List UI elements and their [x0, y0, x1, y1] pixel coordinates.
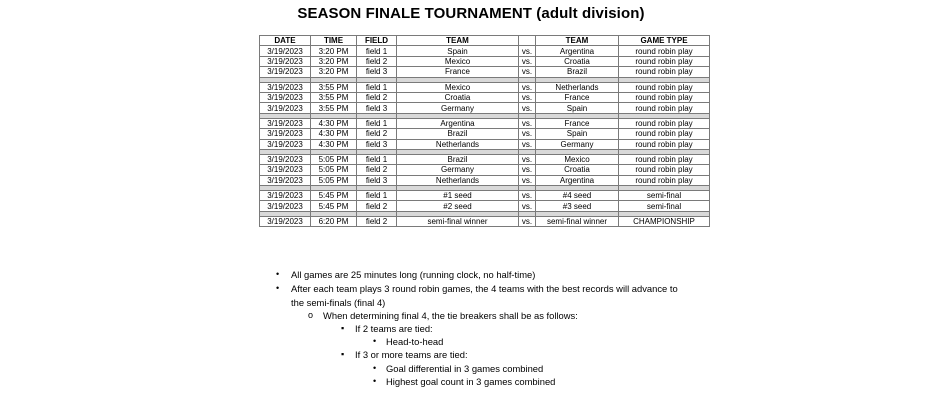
table-row [260, 201, 710, 211]
team-away-cell: Spain [536, 103, 619, 113]
date-cell: 3/19/2023 [260, 103, 311, 113]
table-row [260, 191, 710, 201]
time-cell: 5:05 PM [311, 165, 357, 175]
team-away-cell: semi-final winner [536, 216, 619, 226]
team-home-cell: Mexico [397, 56, 519, 66]
time-cell: 5:45 PM [311, 191, 357, 201]
header-team-away: TEAM [536, 36, 619, 46]
time-cell: 3:20 PM [311, 46, 357, 56]
date-cell: 3/19/2023 [260, 129, 311, 139]
field-cell: field 2 [357, 56, 397, 66]
team-home-cell: Germany [397, 103, 519, 113]
header-game-type: GAME TYPE [619, 36, 710, 46]
team-home-cell: Spain [397, 46, 519, 56]
table-row [260, 216, 710, 226]
table-row [260, 154, 710, 164]
date-cell: 3/19/2023 [260, 216, 311, 226]
time-cell: 3:55 PM [311, 103, 357, 113]
date-cell: 3/19/2023 [260, 139, 311, 149]
vs-cell: vs. [519, 82, 536, 92]
team-away-cell: Netherlands [536, 82, 619, 92]
time-cell: 4:30 PM [311, 129, 357, 139]
date-cell: 3/19/2023 [260, 56, 311, 66]
note-goal-count: Highest goal count in 3 games combined [386, 376, 556, 387]
team-away-cell: Spain [536, 129, 619, 139]
game-type-cell: CHAMPIONSHIP [619, 216, 710, 226]
team-home-cell: semi-final winner [397, 216, 519, 226]
field-cell: field 2 [357, 216, 397, 226]
game-type-cell: round robin play [619, 129, 710, 139]
table-row [260, 92, 710, 102]
game-type-cell: round robin play [619, 92, 710, 102]
time-cell: 5:45 PM [311, 201, 357, 211]
team-away-cell: Argentina [536, 46, 619, 56]
team-home-cell: Brazil [397, 154, 519, 164]
note-head-to-head: Head-to-head [386, 336, 444, 347]
note-goal-differential: Goal differential in 3 games combined [386, 363, 544, 374]
date-cell: 3/19/2023 [260, 118, 311, 128]
vs-cell: vs. [519, 216, 536, 226]
game-type-cell: round robin play [619, 56, 710, 66]
field-cell: field 1 [357, 191, 397, 201]
header-date: DATE [260, 36, 311, 46]
vs-cell: vs. [519, 92, 536, 102]
field-cell: field 2 [357, 165, 397, 175]
table-row [260, 139, 710, 149]
header-team-home: TEAM [397, 36, 519, 46]
bullet-dot: • [373, 336, 377, 346]
field-cell: field 2 [357, 201, 397, 211]
vs-cell: vs. [519, 129, 536, 139]
date-cell: 3/19/2023 [260, 165, 311, 175]
table-row [260, 82, 710, 92]
team-home-cell: France [397, 67, 519, 77]
date-cell: 3/19/2023 [260, 67, 311, 77]
game-type-cell: semi-final [619, 201, 710, 211]
field-cell: field 1 [357, 154, 397, 164]
note-advance-line2: the semi-finals (final 4) [291, 297, 386, 308]
bullet-dot: • [373, 363, 377, 373]
vs-cell: vs. [519, 191, 536, 201]
date-cell: 3/19/2023 [260, 175, 311, 185]
team-home-cell: Netherlands [397, 175, 519, 185]
time-cell: 3:55 PM [311, 92, 357, 102]
time-cell: 3:20 PM [311, 67, 357, 77]
bullet-dot: • [276, 283, 280, 293]
page-title: SEASON FINALE TOURNAMENT (adult division) [297, 5, 645, 22]
game-type-cell: round robin play [619, 103, 710, 113]
team-away-cell: Brazil [536, 67, 619, 77]
vs-cell: vs. [519, 175, 536, 185]
schedule-table [259, 35, 710, 227]
team-home-cell: Brazil [397, 129, 519, 139]
header-time: TIME [311, 36, 357, 46]
field-cell: field 1 [357, 82, 397, 92]
field-cell: field 2 [357, 129, 397, 139]
game-type-cell: semi-final [619, 191, 710, 201]
header-field: FIELD [357, 36, 397, 46]
team-home-cell: Mexico [397, 82, 519, 92]
table-row [260, 67, 710, 77]
game-type-cell: round robin play [619, 139, 710, 149]
bullet-square: ▪ [341, 323, 345, 333]
note-game-length: All games are 25 minutes long (running clock, no half-time) [291, 269, 536, 280]
vs-cell: vs. [519, 56, 536, 66]
date-cell: 3/19/2023 [260, 82, 311, 92]
note-three-tied: If 3 or more teams are tied: [355, 349, 468, 360]
table-row [260, 56, 710, 66]
vs-cell: vs. [519, 118, 536, 128]
time-cell: 3:20 PM [311, 56, 357, 66]
table-row [260, 46, 710, 56]
vs-cell: vs. [519, 165, 536, 175]
note-tiebreak-intro: When determining final 4, the tie breakers shall be as follows: [323, 310, 578, 321]
team-home-cell: Argentina [397, 118, 519, 128]
time-cell: 5:05 PM [311, 175, 357, 185]
table-row [260, 129, 710, 139]
team-away-cell: Germany [536, 139, 619, 149]
note-advance-line1: After each team plays 3 round robin games, the 4 teams with the best records will advance to [291, 283, 678, 294]
game-type-cell: round robin play [619, 118, 710, 128]
header-row [260, 36, 710, 46]
time-cell: 4:30 PM [311, 139, 357, 149]
time-cell: 5:05 PM [311, 154, 357, 164]
game-type-cell: round robin play [619, 46, 710, 56]
game-type-cell: round robin play [619, 67, 710, 77]
team-away-cell: Mexico [536, 154, 619, 164]
team-away-cell: #3 seed [536, 201, 619, 211]
team-away-cell: Croatia [536, 56, 619, 66]
team-away-cell: France [536, 92, 619, 102]
field-cell: field 3 [357, 139, 397, 149]
vs-cell: vs. [519, 67, 536, 77]
note-two-tied: If 2 teams are tied: [355, 323, 433, 334]
vs-cell: vs. [519, 139, 536, 149]
time-cell: 6:20 PM [311, 216, 357, 226]
game-type-cell: round robin play [619, 175, 710, 185]
vs-cell: vs. [519, 46, 536, 56]
field-cell: field 3 [357, 103, 397, 113]
bullet-square: ▪ [341, 349, 345, 359]
team-home-cell: #1 seed [397, 191, 519, 201]
field-cell: field 3 [357, 175, 397, 185]
table-row [260, 103, 710, 113]
game-type-cell: round robin play [619, 154, 710, 164]
field-cell: field 1 [357, 118, 397, 128]
bullet-dot: • [276, 269, 280, 279]
date-cell: 3/19/2023 [260, 46, 311, 56]
schedule-body [260, 46, 710, 227]
game-type-cell: round robin play [619, 165, 710, 175]
date-cell: 3/19/2023 [260, 201, 311, 211]
team-away-cell: #4 seed [536, 191, 619, 201]
date-cell: 3/19/2023 [260, 154, 311, 164]
header-vs [519, 36, 536, 46]
team-home-cell: Germany [397, 165, 519, 175]
table-row [260, 175, 710, 185]
team-away-cell: Argentina [536, 175, 619, 185]
vs-cell: vs. [519, 154, 536, 164]
bullet-circle: o [308, 310, 314, 320]
field-cell: field 3 [357, 67, 397, 77]
team-away-cell: France [536, 118, 619, 128]
bullet-dot: • [373, 376, 377, 386]
time-cell: 4:30 PM [311, 118, 357, 128]
table-row [260, 118, 710, 128]
team-home-cell: #2 seed [397, 201, 519, 211]
vs-cell: vs. [519, 201, 536, 211]
team-home-cell: Netherlands [397, 139, 519, 149]
vs-cell: vs. [519, 103, 536, 113]
date-cell: 3/19/2023 [260, 191, 311, 201]
table-row [260, 165, 710, 175]
field-cell: field 2 [357, 92, 397, 102]
game-type-cell: round robin play [619, 82, 710, 92]
field-cell: field 1 [357, 46, 397, 56]
time-cell: 3:55 PM [311, 82, 357, 92]
team-home-cell: Croatia [397, 92, 519, 102]
team-away-cell: Croatia [536, 165, 619, 175]
date-cell: 3/19/2023 [260, 92, 311, 102]
